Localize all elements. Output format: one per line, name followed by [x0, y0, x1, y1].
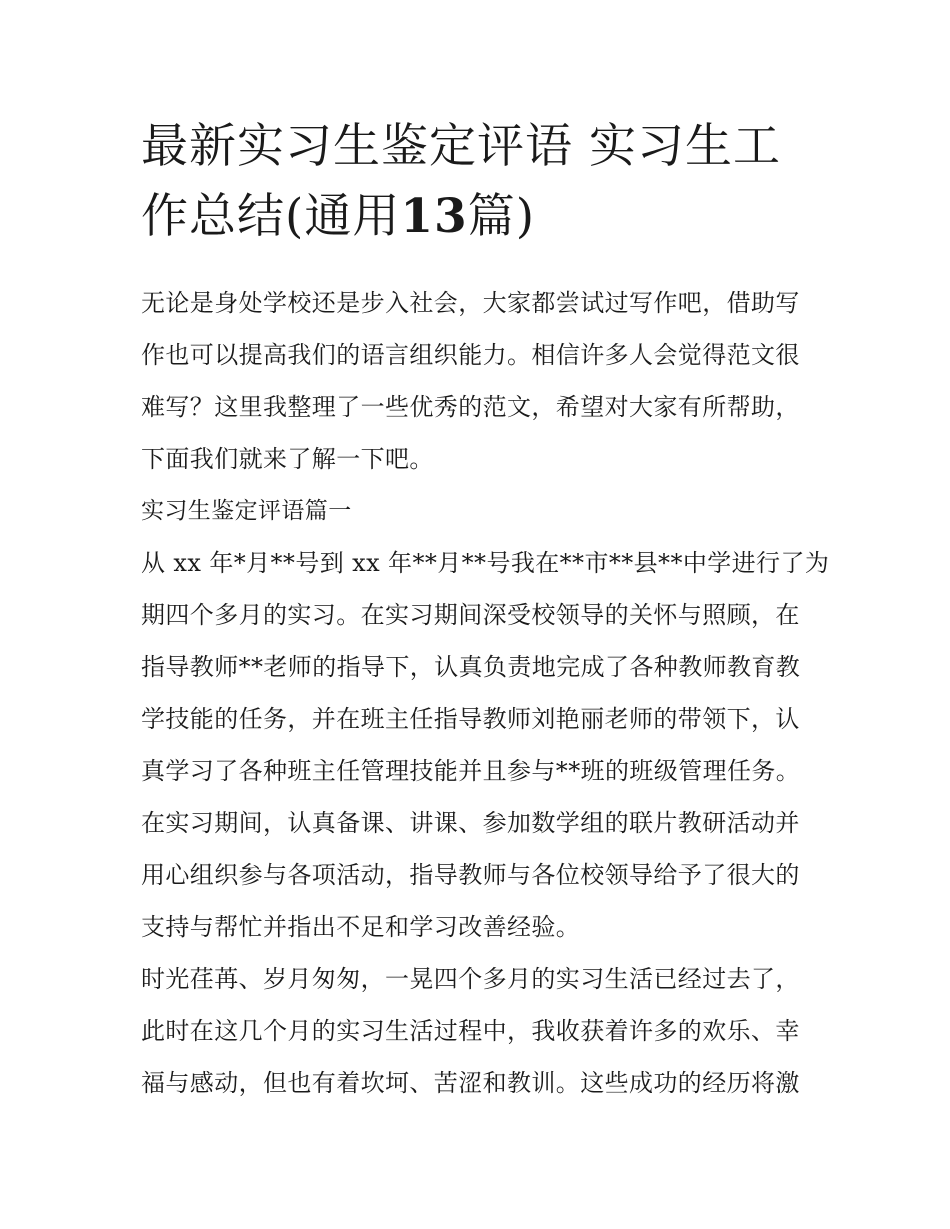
- body-line: 在实习期间，认真备课、讲课、参加数学组的联片教研活动并: [141, 809, 800, 837]
- body-line: 福与感动，但也有着坎坷、苦涩和教训。这些成功的经历将激: [141, 1069, 800, 1097]
- body-line: 真学习了各种班主任管理技能并且参与**班的班级管理任务。: [141, 757, 801, 785]
- title-number: 13: [400, 189, 468, 244]
- body-line: 作也可以提高我们的语言组织能力。相信许多人会觉得范文很: [141, 341, 800, 369]
- body-line: 用心组织参与各项活动，指导教师与各位校领导给予了很大的: [141, 861, 800, 889]
- body-line: 此时在这几个月的实习生活过程中，我收获着许多的欢乐、幸: [141, 1017, 800, 1045]
- document-body: [141, 277, 830, 1109]
- body-line: 难写？这里我整理了一些优秀的范文，希望对大家有所帮助，: [141, 393, 800, 421]
- section-heading: 实习生鉴定评语篇一: [141, 498, 352, 524]
- title-line-2: [141, 182, 816, 252]
- title-line-2-suffix: 篇): [467, 189, 536, 244]
- document-page: [141, 112, 830, 1109]
- body-line: 下面我们就来了解一下吧。: [141, 445, 434, 473]
- body-line: 无论是身处学校还是步入社会，大家都尝试过写作吧，借助写: [141, 289, 800, 317]
- title-line-1: 最新实习生鉴定评语 实习生工: [141, 119, 781, 174]
- body-line: 从 xx 年*月**号到 xx 年**月**号我在**市**县**中学进行了为: [141, 549, 830, 577]
- title-line-2-prefix: 作总结(通用: [141, 189, 401, 244]
- body-line: 支持与帮忙并指出不足和学习改善经验。: [141, 913, 581, 941]
- document-title: [141, 112, 816, 252]
- body-line: 指导教师**老师的指导下，认真负责地完成了各种教师教育教: [141, 653, 801, 681]
- body-line: 时光荏苒、岁月匆匆，一晃四个多月的实习生活已经过去了，: [141, 965, 800, 993]
- body-line: 期四个多月的实习。在实习期间深受校领导的关怀与照顾，在: [141, 601, 800, 629]
- body-line: 学技能的任务，并在班主任指导教师刘艳丽老师的带领下，认: [141, 705, 800, 733]
